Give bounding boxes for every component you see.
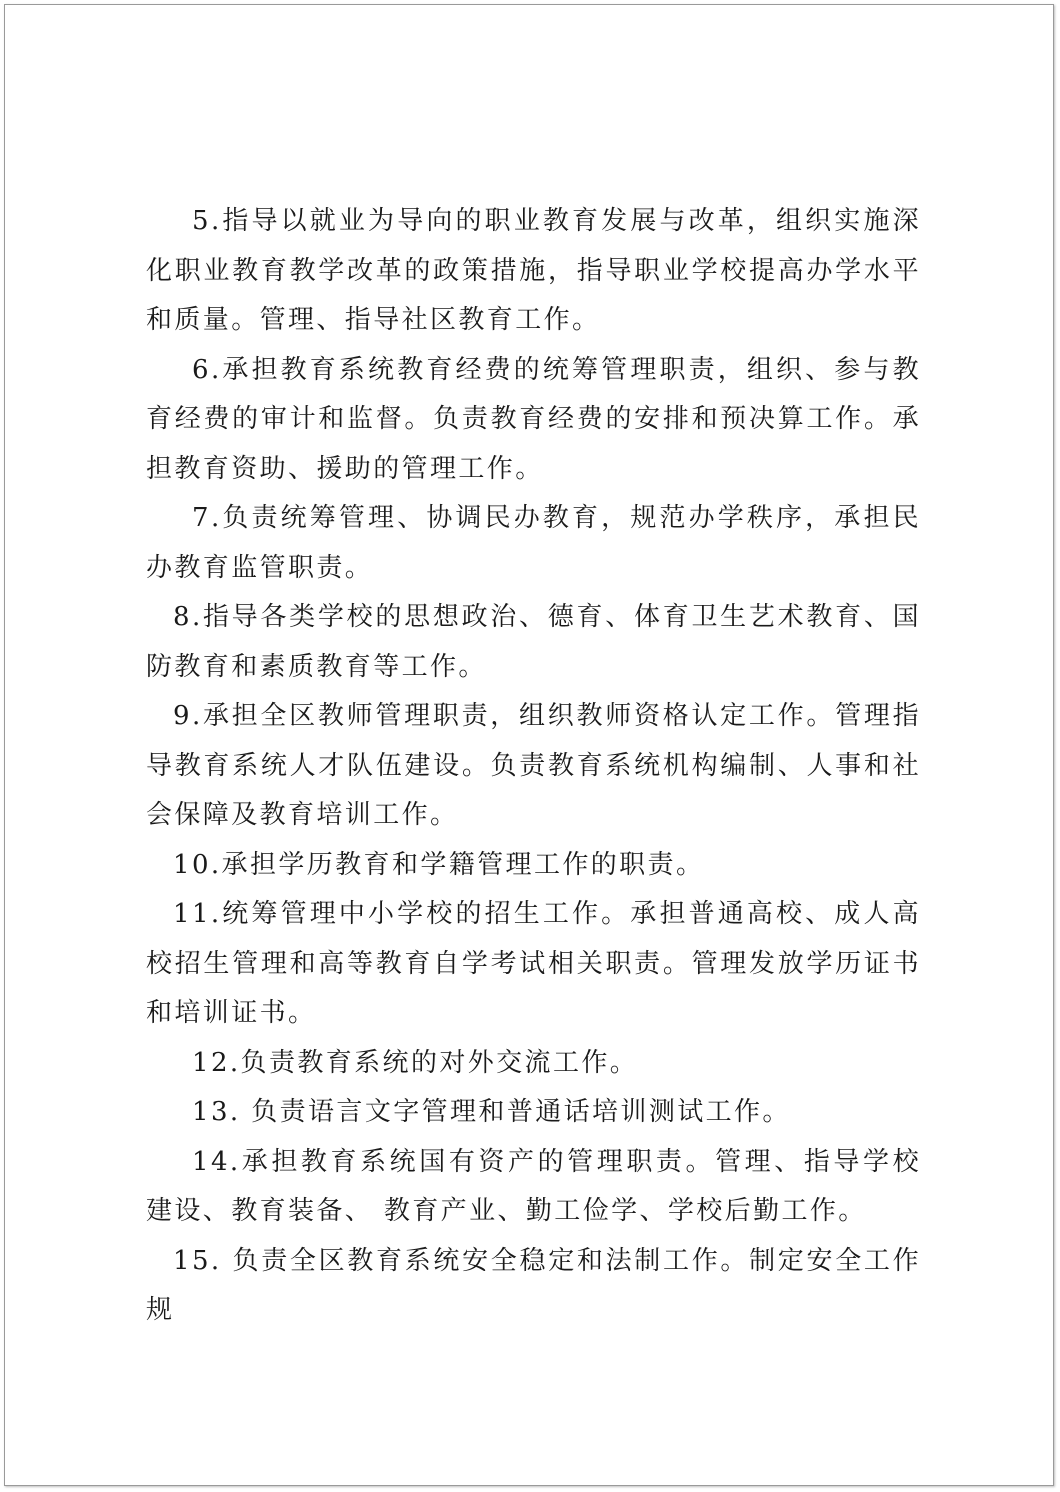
paragraph-item-14: 14.承担教育系统国有资产的管理职责。管理、指导学校建设、教育装备、 教育产业、勤工俭学、学校后勤工作。 <box>146 1146 921 1226</box>
paragraph-item-7: 7.负责统筹管理、协调民办教育，规范办学秩序，承担民办教育监管职责。 <box>146 503 921 583</box>
paragraph-item-13: 13. 负责语言文字管理和普通话培训测试工作。 <box>192 1097 791 1127</box>
paragraph-item-6: 6.承担教育系统教育经费的统筹管理职责，组织、参与教育经费的审计和监督。负责教育经费的安排和预决算工作。承担教育资助、援助的管理工作。 <box>146 354 921 484</box>
paragraph-item-8: 8.指导各类学校的思想政治、德育、体育卫生艺术教育、国防教育和素质教育等工作。 <box>146 602 921 682</box>
document-page <box>4 4 1054 1486</box>
paragraph-item-5: 5.指导以就业为导向的职业教育发展与改革，组织实施深化职业教育教学改革的政策措施，指导职业学校提高办学水平和质量。管理、指导社区教育工作。 <box>146 206 921 335</box>
paragraph-item-9: 9.承担全区教师管理职责，组织教师资格认定工作。管理指导教育系统人才队伍建设。负责教育系统机构编制、人事和社会保障及教育培训工作。 <box>146 701 921 830</box>
paragraph-item-12: 12.负责教育系统的对外交流工作。 <box>192 1047 639 1078</box>
paragraph-item-15: 15. 负责全区教育系统安全稳定和法制工作。制定安全工作规 <box>146 1245 921 1325</box>
document-body <box>146 197 921 1336</box>
paragraph-item-10: 10.承担学历教育和学籍管理工作的职责。 <box>173 849 705 880</box>
paragraph-item-11: 11.统筹管理中小学校的招生工作。承担普通高校、成人高校招生管理和高等教育自学考试相关职责。管理发放学历证书和培训证书。 <box>146 899 921 1028</box>
